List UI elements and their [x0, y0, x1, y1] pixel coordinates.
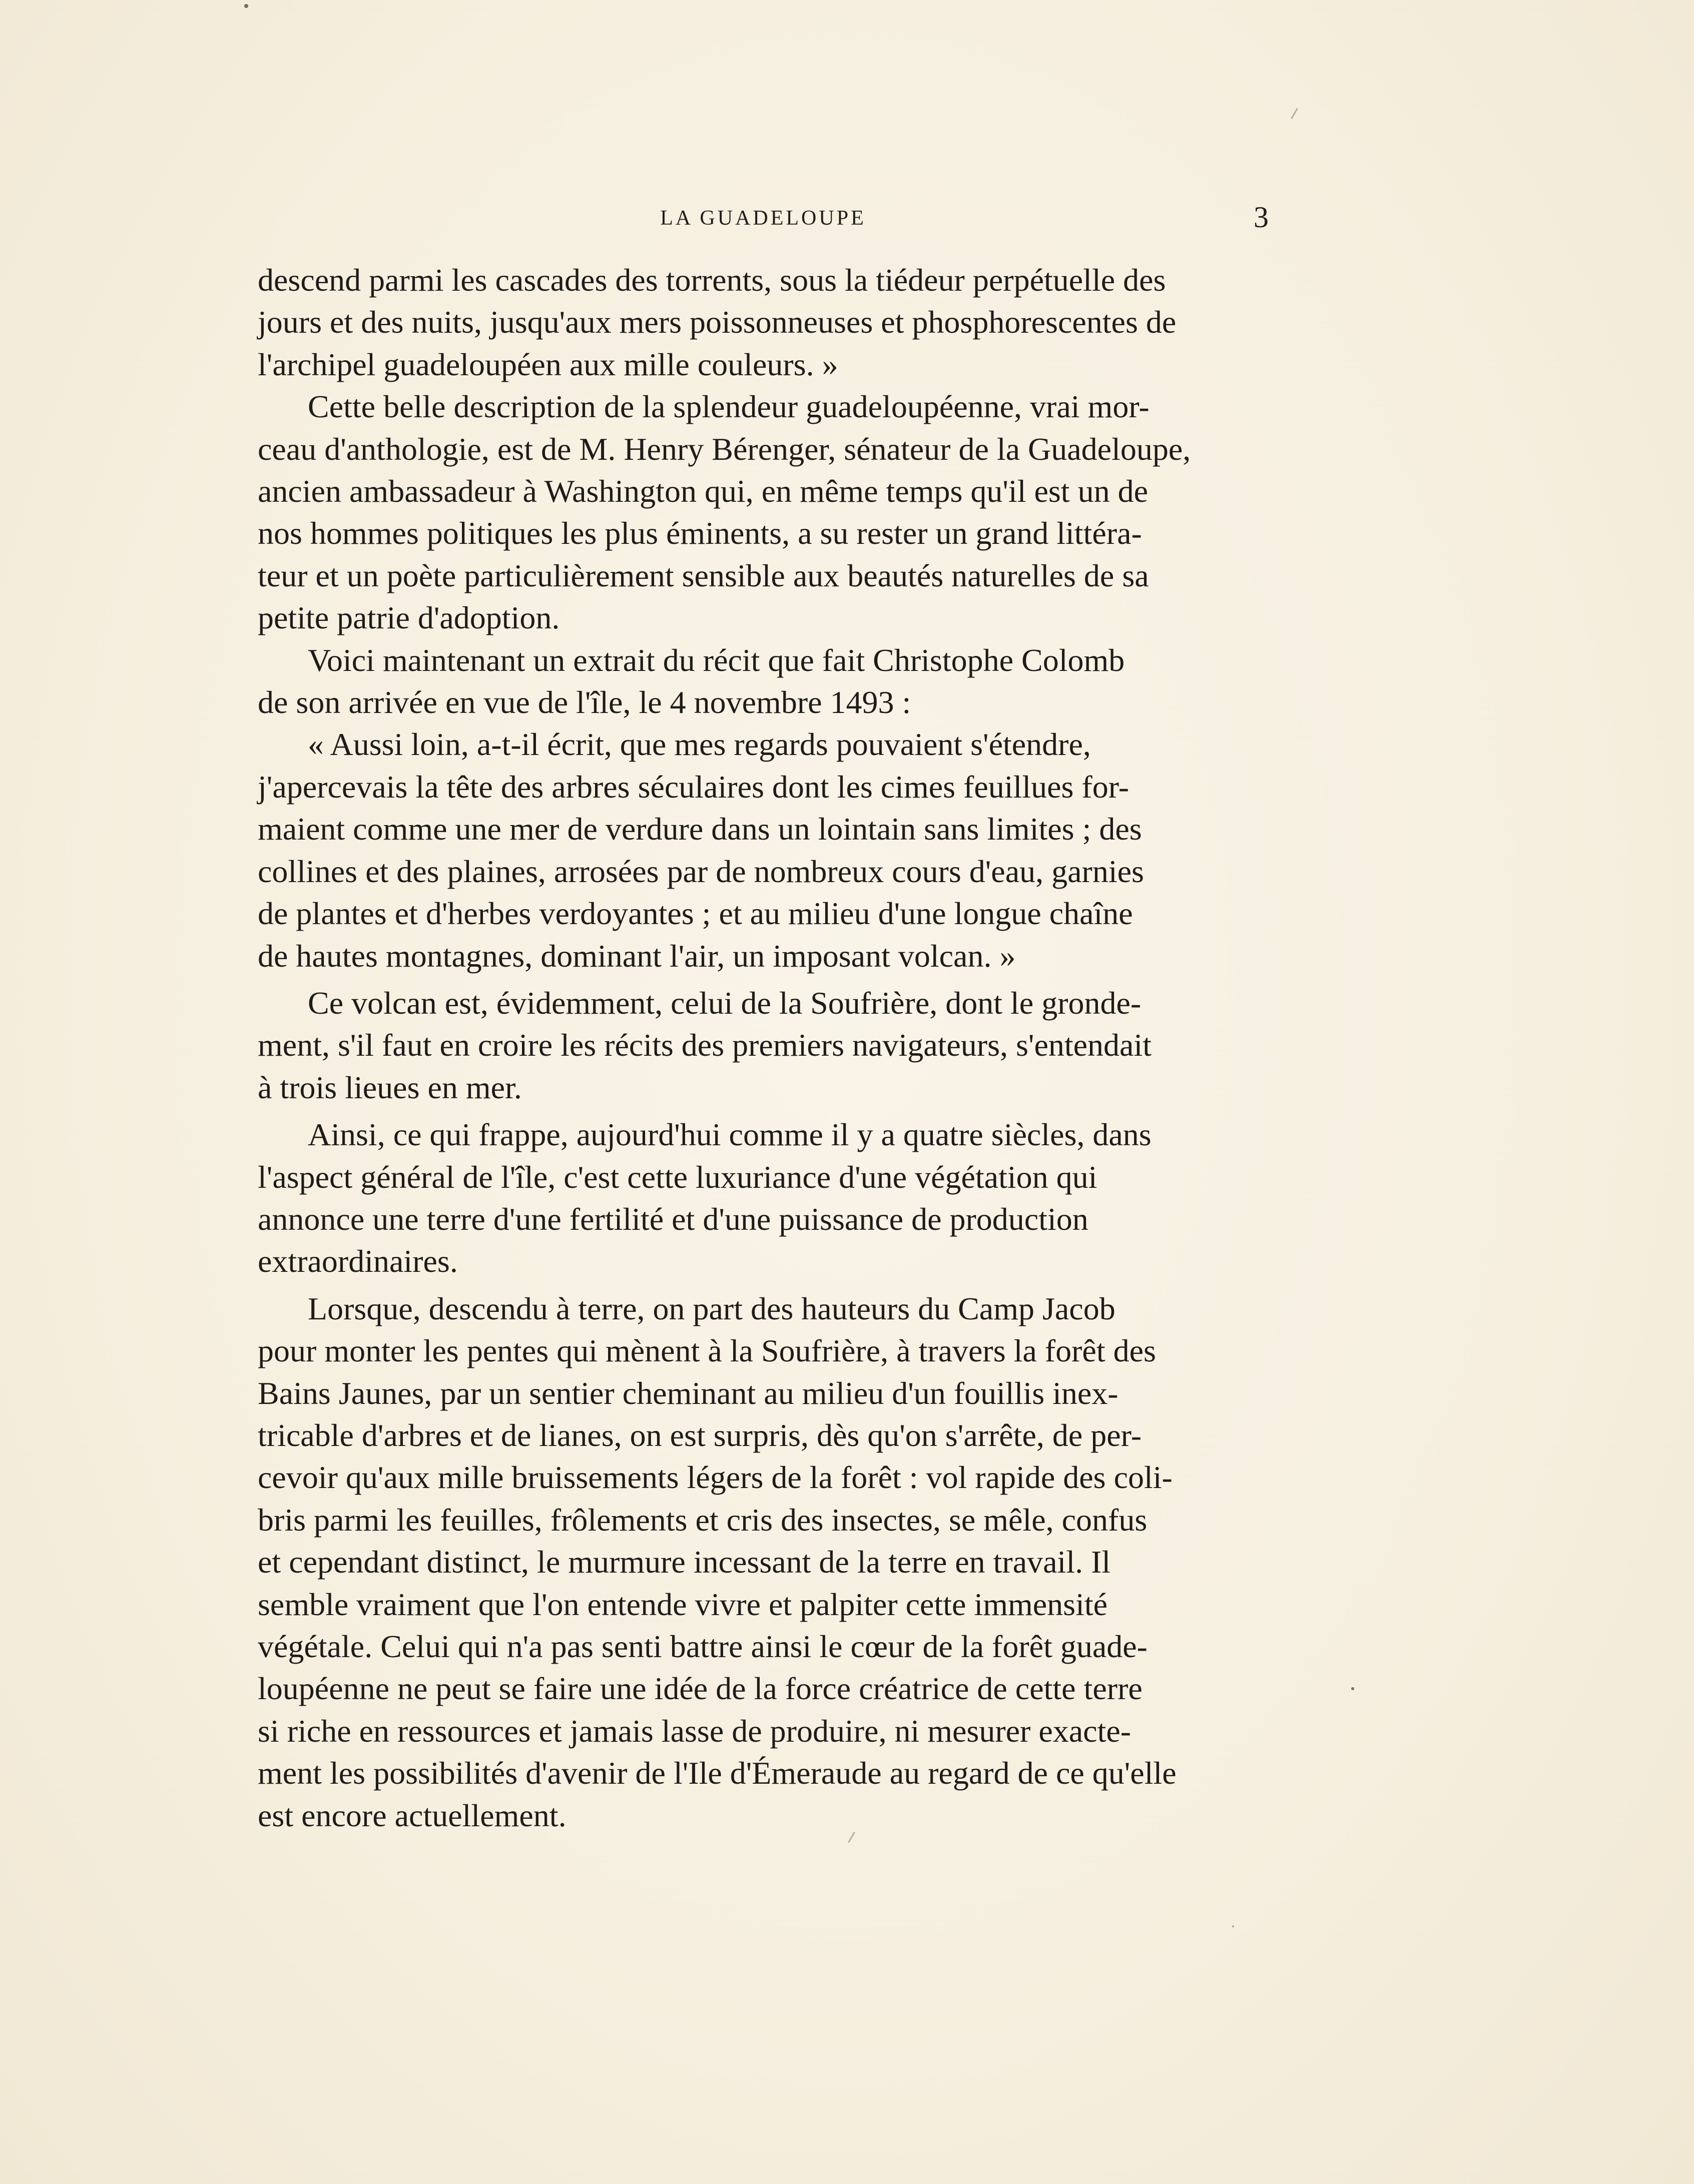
body-text	[258, 259, 1269, 1837]
ink-speck	[1232, 1925, 1234, 1927]
text-line: végétale. Celui qui n'a pas senti battre ainsi le cœur de la forêt guade-	[258, 1629, 1148, 1664]
text-line: Lorsque, descendu à terre, on part des hauteurs du Camp Jacob	[308, 1290, 1115, 1326]
text-line: Ainsi, ce qui frappe, aujourd'hui comme il y a quatre siècles, dans	[308, 1117, 1152, 1153]
text-line: pour monter les pentes qui mènent à la Soufrière, à travers la forêt des	[258, 1333, 1156, 1369]
text-line: de son arrivée en vue de l'île, le 4 novembre 1493 :	[258, 684, 911, 720]
text-line: teur et un poète particulièrement sensible aux beautés naturelles de sa	[258, 557, 1149, 593]
paragraph	[258, 386, 1269, 639]
text-line: tricable d'arbres et de lianes, on est surpris, dès qu'on s'arrête, de per-	[258, 1417, 1142, 1453]
text-line: l'archipel guadeloupéen aux mille couleurs. »	[258, 346, 838, 382]
ink-speck	[244, 4, 248, 8]
text-line: est encore actuellement.	[258, 1797, 567, 1833]
running-title: LA GUADELOUPE	[660, 207, 866, 230]
text-line: à trois lieues en mer.	[258, 1069, 522, 1105]
text-line: de hautes montagnes, dominant l'air, un imposant volcan. »	[258, 938, 1016, 974]
text-line: de plantes et d'herbes verdoyantes ; et au milieu d'une longue chaîne	[258, 896, 1133, 932]
text-line: bris parmi les feuilles, frôlements et cris des insectes, se mêle, confus	[258, 1502, 1148, 1538]
text-line: jours et des nuits, jusqu'aux mers poissonneuses et phosphorescentes de	[258, 304, 1177, 340]
paragraph	[258, 982, 1269, 1109]
text-line: loupéenne ne peut se faire une idée de la force créatrice de cette terre	[258, 1671, 1143, 1707]
text-line: extraordinaires.	[258, 1243, 458, 1279]
text-line: l'aspect général de l'île, c'est cette luxuriance d'une végétation qui	[258, 1159, 1097, 1195]
paragraph	[258, 259, 1269, 386]
text-line: et cependant distinct, le murmure incessant de la terre en travail. Il	[258, 1544, 1111, 1580]
running-header	[258, 200, 1269, 240]
text-line: ceau d'anthologie, est de M. Henry Bérenger, sénateur de la Guadeloupe,	[258, 431, 1191, 467]
text-line: ment les possibilités d'avenir de l'Ile d'Émeraude au regard de ce qu'elle	[258, 1755, 1177, 1791]
text-line: cevoir qu'aux mille bruissements légers de la forêt : vol rapide des coli-	[258, 1460, 1173, 1496]
text-line: Cette belle description de la splendeur guadeloupéenne, vrai mor-	[308, 389, 1150, 425]
text-line: Bains Jaunes, par un sentier cheminant au milieu d'un fouillis inex-	[258, 1375, 1118, 1411]
text-line: ancien ambassadeur à Washington qui, en même temps qu'il est un de	[258, 473, 1148, 509]
text-line: j'apercevais la tête des arbres séculaires dont les cimes feuillues for-	[258, 769, 1130, 805]
quotation-paragraph	[258, 723, 1269, 977]
text-line: si riche en ressources et jamais lasse de produire, ni mesurer exacte-	[258, 1713, 1132, 1749]
page-number: 3	[1254, 201, 1269, 234]
text-line: semble vraiment que l'on entende vivre et palpiter cette immensité	[258, 1586, 1108, 1622]
text-line: annonce une terre d'une fertilité et d'une puissance de production	[258, 1201, 1088, 1237]
paragraph	[258, 1114, 1269, 1283]
text-line: « Aussi loin, a-t-il écrit, que mes regards pouvaient s'étendre,	[308, 726, 1091, 763]
text-line: collines et des plaines, arrosées par de nombreux cours d'eau, garnies	[258, 853, 1144, 889]
paragraph	[258, 639, 1269, 724]
text-line: maient comme une mer de verdure dans un lointain sans limites ; des	[258, 811, 1142, 847]
text-line: petite patrie d'adoption.	[258, 600, 560, 636]
text-line: nos hommes politiques les plus éminents, a su rester un grand littéra-	[258, 515, 1142, 551]
ink-mark	[1291, 108, 1298, 119]
text-line: ment, s'il faut en croire les récits des premiers navigateurs, s'entendait	[258, 1027, 1152, 1063]
text-line: descend parmi les cascades des torrents, sous la tiédeur perpétuelle des	[258, 262, 1166, 298]
ink-speck	[1351, 1687, 1354, 1690]
text-line: Voici maintenant un extrait du récit que fait Christophe Colomb	[308, 642, 1125, 678]
paragraph	[258, 1288, 1269, 1837]
text-line: Ce volcan est, évidemment, celui de la Soufrière, dont le gronde-	[308, 985, 1142, 1021]
